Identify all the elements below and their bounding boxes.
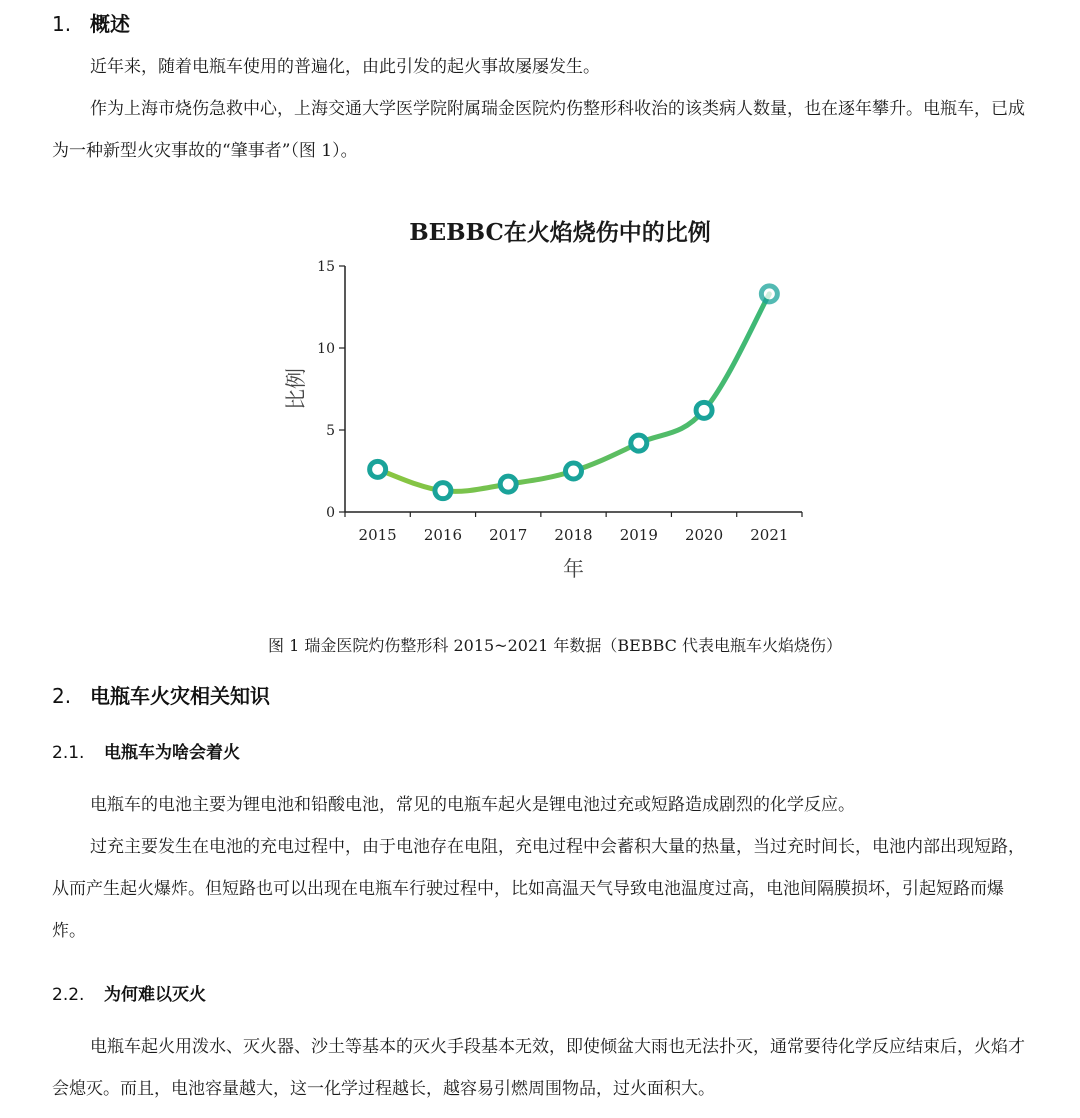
y-tick-label: 10	[317, 341, 335, 357]
chart-title: BEBBC在火焰烧伤中的比例	[409, 219, 711, 246]
chart-svg	[270, 200, 850, 600]
section-number: 2.2.	[52, 985, 85, 1005]
x-tick-label: 2018	[554, 526, 593, 544]
section-2-1-heading	[52, 738, 240, 763]
section-title: 为何难以灭火	[104, 985, 206, 1005]
y-axis-label: 比例	[284, 368, 308, 410]
data-point	[696, 402, 712, 418]
x-tick-label: 2015	[358, 526, 397, 544]
data-point	[566, 463, 582, 479]
section-2-2-heading	[52, 980, 206, 1005]
data-point	[631, 435, 647, 451]
x-tick-label: 2017	[489, 526, 528, 544]
x-tick-label: 2021	[750, 526, 789, 544]
paragraph-intro-1: 近年来，随着电瓶车使用的普遍化，由此引发的起火事故屡屡发生。	[90, 57, 600, 77]
x-axis-label: 年	[563, 557, 584, 581]
paragraph-intro-2: 作为上海市烧伤急救中心，上海交通大学医学院附属瑞金医院灼伤整形科收治的该类病人数量，也在逐年攀升。电瓶车，已成为一种新型火灾事故的“肇事者”（图 1）。	[52, 99, 1025, 161]
y-tick-label: 0	[326, 505, 335, 521]
section-number: 1.	[52, 12, 72, 36]
paragraph-cause-2: 过充主要发生在电池的充电过程中，由于电池存在电阻，充电过程中会蓄积大量的热量，当过充时间长，电池内部出现短路，从而产生起火爆炸。但短路也可以出现在电瓶车行驶过程中，比如高温天气导致电池温度过高，电池间隔膜损坏，引起短路而爆炸。	[52, 837, 1025, 941]
section-1-heading	[52, 8, 130, 37]
x-tick-label: 2016	[423, 526, 463, 544]
section-title: 概述	[90, 12, 130, 36]
x-tick-label: 2019	[619, 526, 658, 544]
paragraph-extinguish: 电瓶车起火用泼水、灭火器、沙土等基本的灭火手段基本无效，即使倾盆大雨也无法扑灭，通常要待化学反应结束后，火焰才会熄灭。而且，电池容量越大，这一化学过程越长，越容易引燃周围物品，过火面积大。	[52, 1037, 1025, 1099]
y-tick-label: 15	[317, 259, 335, 275]
data-point	[761, 286, 777, 302]
x-tick-label: 2020	[684, 526, 724, 544]
data-point	[500, 476, 516, 492]
section-2-heading	[52, 680, 270, 709]
section-number: 2.1.	[52, 743, 85, 763]
section-title: 电瓶车火灾相关知识	[90, 684, 270, 708]
y-tick-label: 5	[326, 423, 335, 439]
section-number: 2.	[52, 684, 72, 708]
figure-1-chart	[270, 200, 815, 600]
data-point	[370, 461, 386, 477]
data-point	[435, 483, 451, 499]
section-title: 电瓶车为啥会着火	[104, 743, 240, 763]
figure-1-caption: 图 1 瑞金医院灼伤整形科 2015~2021 年数据（BEBBC 代表电瓶车火焰烧伤）	[268, 636, 842, 655]
paragraph-cause-1: 电瓶车的电池主要为锂电池和铅酸电池，常见的电瓶车起火是锂电池过充或短路造成剧烈的化学反应。	[90, 795, 855, 815]
